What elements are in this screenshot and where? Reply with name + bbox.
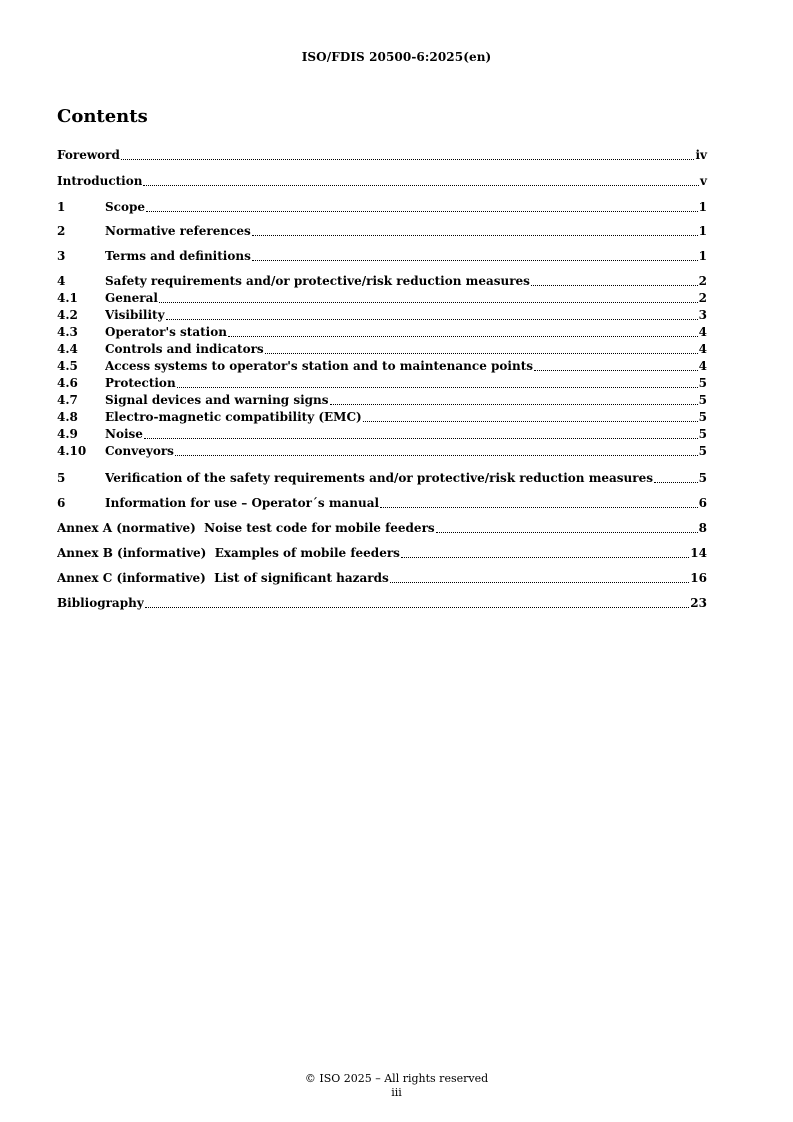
toc-entry-page: 4 xyxy=(698,325,707,339)
toc-entry-label: Electro-magnetic compatibility (EMC) xyxy=(105,410,362,424)
toc-entry-label: Noise xyxy=(105,427,143,441)
toc-entry-page: 1 xyxy=(698,249,707,263)
toc-entry-number: 5 xyxy=(57,471,66,485)
toc-entry[interactable] xyxy=(57,342,707,358)
toc-entry[interactable] xyxy=(57,596,707,612)
toc-entry[interactable] xyxy=(57,249,707,265)
contents-title: Contents xyxy=(57,106,148,127)
toc-entry-page: 4 xyxy=(698,342,707,356)
toc-entry-page: 8 xyxy=(698,521,707,535)
toc-entry-label: Access systems to operator's station and to maintenance points xyxy=(105,359,533,373)
toc-entry-number: 2 xyxy=(57,224,66,238)
toc-entry-number: 4.6 xyxy=(57,376,78,390)
toc-entry-page: 5 xyxy=(698,376,707,390)
toc-dot-leader xyxy=(390,581,690,583)
toc-entry[interactable] xyxy=(57,359,707,375)
toc-entry-label: General xyxy=(105,291,158,305)
toc-entry[interactable] xyxy=(57,427,707,443)
toc-entry[interactable] xyxy=(57,224,707,240)
toc-entry-label: Terms and definitions xyxy=(105,249,251,263)
toc-entry-page: 4 xyxy=(698,359,707,373)
toc-entry[interactable] xyxy=(57,308,707,324)
toc-entry[interactable] xyxy=(57,393,707,409)
toc-dot-leader xyxy=(252,234,698,236)
toc-entry-page: 1 xyxy=(698,200,707,214)
toc-entry-number: 4.1 xyxy=(57,291,78,305)
toc-entry-label: Scope xyxy=(105,200,146,214)
toc-dot-leader xyxy=(654,481,698,483)
toc-dot-leader xyxy=(166,318,698,320)
toc-entry[interactable] xyxy=(57,410,707,426)
toc-entry-number: 4.9 xyxy=(57,427,78,441)
toc-entry-page: 14 xyxy=(690,546,707,560)
toc-entry-page: 3 xyxy=(698,308,707,322)
toc-entry[interactable] xyxy=(57,521,707,537)
toc-dot-leader xyxy=(534,369,698,371)
toc-dot-leader xyxy=(252,259,698,261)
page-footer xyxy=(0,1072,793,1100)
toc-entry-page: iv xyxy=(695,148,707,162)
toc-entry-label: Information for use – Operator´s manual xyxy=(105,496,380,510)
page-number: iii xyxy=(391,1086,402,1099)
toc-entry-page: 5 xyxy=(698,410,707,424)
toc-entry-page: 5 xyxy=(698,471,707,485)
toc-entry-number: 4.7 xyxy=(57,393,78,407)
toc-entry[interactable] xyxy=(57,174,707,190)
toc-entry[interactable] xyxy=(57,274,707,290)
toc-dot-leader xyxy=(177,386,698,388)
toc-entry[interactable] xyxy=(57,200,707,216)
toc-dot-leader xyxy=(330,403,698,405)
toc-entry-number: 3 xyxy=(57,249,66,263)
toc-entry-label: Controls and indicators xyxy=(105,342,264,356)
toc-entry[interactable] xyxy=(57,376,707,392)
toc-dot-leader xyxy=(159,301,698,303)
toc-entry-page: 6 xyxy=(698,496,707,510)
toc-entry-page: 5 xyxy=(698,427,707,441)
toc-entry[interactable] xyxy=(57,471,707,487)
toc-entry-label: Introduction xyxy=(57,174,143,188)
toc-dot-leader xyxy=(175,454,698,456)
toc-entry-label: Safety requirements and/or protective/risk reduction measures xyxy=(105,274,530,288)
toc-entry-page: 5 xyxy=(698,444,707,458)
toc-entry-number: 6 xyxy=(57,496,66,510)
toc-entry[interactable] xyxy=(57,571,707,587)
toc-dot-leader xyxy=(121,158,695,160)
toc-entry-number: 4.2 xyxy=(57,308,78,322)
toc-entry-label: Bibliography xyxy=(57,596,144,610)
toc-entry-label: Verification of the safety requirements and/or protective/risk reduction measures xyxy=(105,471,653,485)
toc-dot-leader xyxy=(143,184,699,186)
toc-entry[interactable] xyxy=(57,325,707,341)
toc-dot-leader xyxy=(145,606,690,608)
toc-entry[interactable] xyxy=(57,291,707,307)
toc-entry-page: v xyxy=(700,174,707,188)
toc-entry-number: 4 xyxy=(57,274,66,288)
document-header: ISO/FDIS 20500-6:2025(en) xyxy=(301,50,492,64)
toc-entry-label: Annex B (informative) Examples of mobile feeders xyxy=(57,546,400,560)
toc-dot-leader xyxy=(228,335,698,337)
toc-dot-leader xyxy=(265,352,698,354)
toc-entry-label: Annex A (normative) Noise test code for mobile feeders xyxy=(57,521,435,535)
toc-entry-label: Visibility xyxy=(105,308,165,322)
toc-entry-page: 2 xyxy=(698,291,707,305)
toc-entry[interactable] xyxy=(57,546,707,562)
toc-dot-leader xyxy=(436,531,698,533)
copyright-notice: © ISO 2025 – All rights reserved xyxy=(304,1072,489,1085)
toc-entry[interactable] xyxy=(57,148,707,164)
toc-entry-label: Annex C (informative) List of significant hazards xyxy=(57,571,389,585)
toc-entry-number: 4.3 xyxy=(57,325,78,339)
toc-entry-label: Protection xyxy=(105,376,176,390)
toc-dot-leader xyxy=(531,284,698,286)
toc-entry-label: Operator's station xyxy=(105,325,227,339)
toc-entry-page: 2 xyxy=(698,274,707,288)
toc-dot-leader xyxy=(363,420,698,422)
toc-entry[interactable] xyxy=(57,496,707,512)
toc-entry-number: 1 xyxy=(57,200,66,214)
toc-entry-number: 4.5 xyxy=(57,359,78,373)
toc-entry-number: 4.10 xyxy=(57,444,87,458)
toc-entry-label: Conveyors xyxy=(105,444,174,458)
toc-entry-label: Foreword xyxy=(57,148,120,162)
toc-entry[interactable] xyxy=(57,444,707,460)
toc-entry-page: 23 xyxy=(690,596,707,610)
toc-entry-label: Normative references xyxy=(105,224,251,238)
toc-entry-page: 16 xyxy=(690,571,707,585)
toc-entry-page: 5 xyxy=(698,393,707,407)
toc-entry-label: Signal devices and warning signs xyxy=(105,393,329,407)
toc-dot-leader xyxy=(144,437,698,439)
toc-dot-leader xyxy=(401,556,689,558)
toc-entry-number: 4.4 xyxy=(57,342,78,356)
toc-dot-leader xyxy=(146,210,698,212)
toc-entry-page: 1 xyxy=(698,224,707,238)
toc-entry-number: 4.8 xyxy=(57,410,78,424)
toc-dot-leader xyxy=(380,506,698,508)
